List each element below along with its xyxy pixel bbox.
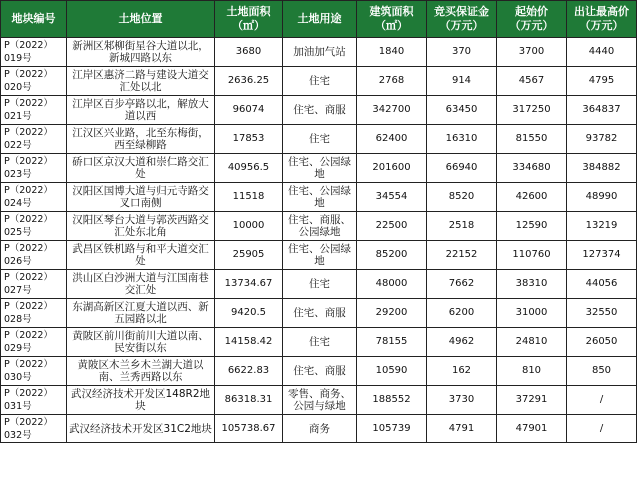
cell-deposit: 8520 <box>427 183 497 212</box>
cell-location: 武昌区铁机路与和平大道交汇处 <box>67 241 215 270</box>
table-row <box>1 183 637 212</box>
cell-code: P（2022）020号 <box>1 67 67 96</box>
header-max-price <box>567 1 637 38</box>
header-deposit <box>427 1 497 38</box>
cell-area: 105738.67 <box>215 415 283 443</box>
header-deposit-unit: （万元） <box>439 19 484 32</box>
cell-location: 硚口区京汉大道和崇仁路交汇处 <box>67 154 215 183</box>
cell-start-price: 24810 <box>497 328 567 357</box>
cell-deposit: 7662 <box>427 270 497 299</box>
table-header <box>1 1 637 38</box>
cell-start-price: 334680 <box>497 154 567 183</box>
header-build-area-unit: （㎡） <box>375 19 408 32</box>
cell-deposit: 370 <box>427 38 497 67</box>
header-area-label: 土地面积 <box>226 5 271 18</box>
cell-max-price: 364837 <box>567 96 637 125</box>
cell-location: 江汉区兴业路，北至东梅街，西至绿柳路 <box>67 125 215 154</box>
cell-start-price: 4567 <box>497 67 567 96</box>
cell-max-price: 93782 <box>567 125 637 154</box>
cell-area: 9420.5 <box>215 299 283 328</box>
cell-area: 25905 <box>215 241 283 270</box>
cell-code: P（2022）021号 <box>1 96 67 125</box>
cell-build-area: 188552 <box>357 386 427 415</box>
cell-location: 黄陂区木兰乡木兰湖大道以南、兰秀西路以东 <box>67 357 215 386</box>
cell-area: 10000 <box>215 212 283 241</box>
cell-build-area: 342700 <box>357 96 427 125</box>
header-location <box>67 1 215 38</box>
table-row <box>1 415 637 443</box>
cell-area: 6622.83 <box>215 357 283 386</box>
header-build-area-label: 建筑面积 <box>369 5 414 18</box>
cell-area: 2636.25 <box>215 67 283 96</box>
cell-start-price: 81550 <box>497 125 567 154</box>
cell-deposit: 66940 <box>427 154 497 183</box>
cell-location: 江岸区百步亭路以北，解放大道以西 <box>67 96 215 125</box>
cell-max-price: 384882 <box>567 154 637 183</box>
cell-max-price: 4440 <box>567 38 637 67</box>
table-row <box>1 67 637 96</box>
cell-code: P（2022）027号 <box>1 270 67 299</box>
cell-location: 东湖高新区江夏大道以西、新五园路以北 <box>67 299 215 328</box>
cell-deposit: 63450 <box>427 96 497 125</box>
cell-build-area: 2768 <box>357 67 427 96</box>
cell-build-area: 34554 <box>357 183 427 212</box>
cell-use: 住宅 <box>283 67 357 96</box>
cell-deposit: 914 <box>427 67 497 96</box>
cell-max-price: 26050 <box>567 328 637 357</box>
cell-build-area: 1840 <box>357 38 427 67</box>
cell-use: 商务 <box>283 415 357 443</box>
cell-use: 住宅、公园绿地 <box>283 154 357 183</box>
cell-code: P（2022）026号 <box>1 241 67 270</box>
cell-location: 江岸区惠济二路与建设大道交汇处以北 <box>67 67 215 96</box>
cell-max-price: 32550 <box>567 299 637 328</box>
cell-max-price: / <box>567 415 637 443</box>
cell-code: P（2022）019号 <box>1 38 67 67</box>
header-start-price-label: 起始价 <box>515 5 548 18</box>
cell-start-price: 31000 <box>497 299 567 328</box>
cell-use: 住宅 <box>283 125 357 154</box>
cell-use: 住宅、商服 <box>283 96 357 125</box>
cell-deposit: 3730 <box>427 386 497 415</box>
cell-max-price: 4795 <box>567 67 637 96</box>
cell-deposit: 16310 <box>427 125 497 154</box>
table-body <box>1 38 637 443</box>
cell-code: P（2022）030号 <box>1 357 67 386</box>
cell-start-price: 12590 <box>497 212 567 241</box>
cell-max-price: 48990 <box>567 183 637 212</box>
cell-start-price: 317250 <box>497 96 567 125</box>
cell-use: 住宅、公园绿地 <box>283 183 357 212</box>
table-row <box>1 96 637 125</box>
header-use-label: 土地用途 <box>297 12 342 25</box>
cell-location: 洪山区白沙洲大道与江国南巷交汇处 <box>67 270 215 299</box>
cell-start-price: 37291 <box>497 386 567 415</box>
cell-area: 14158.42 <box>215 328 283 357</box>
cell-code: P（2022）023号 <box>1 154 67 183</box>
cell-area: 3680 <box>215 38 283 67</box>
cell-use: 住宅、商服 <box>283 299 357 328</box>
table-row <box>1 299 637 328</box>
cell-start-price: 42600 <box>497 183 567 212</box>
cell-code: P（2022）032号 <box>1 415 67 443</box>
table-row <box>1 38 637 67</box>
cell-code: P（2022）025号 <box>1 212 67 241</box>
cell-location: 黄陂区前川街前川大道以南、民安街以东 <box>67 328 215 357</box>
cell-location: 新洲区邾柳街星谷大道以北，新城四路以东 <box>67 38 215 67</box>
table-row <box>1 241 637 270</box>
cell-area: 13734.67 <box>215 270 283 299</box>
cell-use: 住宅、商服、公园绿地 <box>283 212 357 241</box>
cell-max-price: / <box>567 386 637 415</box>
header-start-price-unit: （万元） <box>509 19 554 32</box>
cell-area: 96074 <box>215 96 283 125</box>
header-max-price-unit: （万元） <box>579 19 624 32</box>
cell-use: 零售、商务、公园与绿地 <box>283 386 357 415</box>
cell-location: 武汉经济技术开发区148R2地块 <box>67 386 215 415</box>
header-code-label: 地块编号 <box>11 12 56 25</box>
cell-max-price: 127374 <box>567 241 637 270</box>
table-row <box>1 212 637 241</box>
table-row <box>1 270 637 299</box>
cell-use: 住宅、公园绿地 <box>283 241 357 270</box>
cell-build-area: 62400 <box>357 125 427 154</box>
cell-deposit: 4791 <box>427 415 497 443</box>
header-use <box>283 1 357 38</box>
cell-use: 住宅、商服 <box>283 357 357 386</box>
cell-location: 武汉经济技术开发区31C2地块 <box>67 415 215 443</box>
cell-area: 17853 <box>215 125 283 154</box>
cell-deposit: 4962 <box>427 328 497 357</box>
table-row <box>1 154 637 183</box>
cell-build-area: 10590 <box>357 357 427 386</box>
header-deposit-label: 竞买保证金 <box>434 5 489 18</box>
cell-code: P（2022）024号 <box>1 183 67 212</box>
cell-deposit: 6200 <box>427 299 497 328</box>
header-location-label: 土地位置 <box>118 12 163 25</box>
cell-code: P（2022）029号 <box>1 328 67 357</box>
cell-build-area: 85200 <box>357 241 427 270</box>
cell-deposit: 2518 <box>427 212 497 241</box>
cell-build-area: 22500 <box>357 212 427 241</box>
header-max-price-label: 出让最高价 <box>574 5 629 18</box>
cell-start-price: 3700 <box>497 38 567 67</box>
cell-deposit: 22152 <box>427 241 497 270</box>
table-row <box>1 328 637 357</box>
cell-build-area: 78155 <box>357 328 427 357</box>
table-row <box>1 357 637 386</box>
cell-start-price: 47901 <box>497 415 567 443</box>
cell-start-price: 810 <box>497 357 567 386</box>
table-row <box>1 125 637 154</box>
header-code <box>1 1 67 38</box>
cell-use: 住宅 <box>283 270 357 299</box>
cell-location: 汉阳区国博大道与归元寺路交叉口南侧 <box>67 183 215 212</box>
cell-area: 11518 <box>215 183 283 212</box>
cell-code: P（2022）031号 <box>1 386 67 415</box>
cell-code: P（2022）028号 <box>1 299 67 328</box>
cell-build-area: 29200 <box>357 299 427 328</box>
cell-max-price: 44056 <box>567 270 637 299</box>
cell-start-price: 38310 <box>497 270 567 299</box>
header-build-area <box>357 1 427 38</box>
cell-use: 住宅 <box>283 328 357 357</box>
header-area-unit: （㎡） <box>232 19 265 32</box>
cell-code: P（2022）022号 <box>1 125 67 154</box>
cell-build-area: 48000 <box>357 270 427 299</box>
cell-deposit: 162 <box>427 357 497 386</box>
header-area <box>215 1 283 38</box>
cell-build-area: 105739 <box>357 415 427 443</box>
header-start-price <box>497 1 567 38</box>
cell-use: 加油加气站 <box>283 38 357 67</box>
cell-max-price: 13219 <box>567 212 637 241</box>
cell-area: 40956.5 <box>215 154 283 183</box>
cell-build-area: 201600 <box>357 154 427 183</box>
cell-location: 汉阳区琴台大道与郭茨西路交汇处东北角 <box>67 212 215 241</box>
table-row <box>1 386 637 415</box>
cell-max-price: 850 <box>567 357 637 386</box>
cell-area: 86318.31 <box>215 386 283 415</box>
cell-start-price: 110760 <box>497 241 567 270</box>
